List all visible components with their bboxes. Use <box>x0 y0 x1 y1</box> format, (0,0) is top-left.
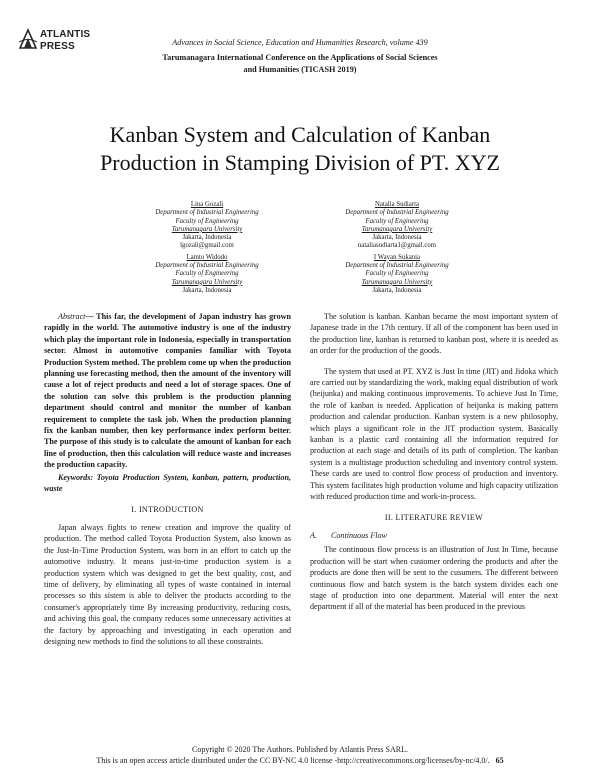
body-paragraph: The continuous flow process is an illustration of Just In Time, because production will be start when customer ordering the products and after the products are done then will be sent to the cusumers. The different between continuous flow and batch system is the batch system divides each one stage of production into one department. Material will enter the next department if all of the material has been produced in the previous <box>310 545 558 612</box>
conference-line-2: and Humanities (TICASH 2019) <box>243 65 357 74</box>
page-footer <box>40 745 560 766</box>
author-university: Tarumanagara University <box>361 225 433 233</box>
author-name: I Wayan Sukania <box>373 253 421 261</box>
author-faculty: Faculty of Engineering <box>365 270 429 278</box>
license-line <box>40 756 560 767</box>
author-dept: Department of Industrial Engineering <box>155 209 259 217</box>
author-name: Natalia Sudiarta <box>375 201 419 208</box>
paper-title <box>40 121 560 177</box>
abstract-text: — This far, the development of Japan industry has grown rapidly in the world. The automotive industry is one of the industry which play the important role in Indonesia, especially in transportation sector. Almost in automotive companies familiar with Toyota Production System method. The problem come up when the production planning use forecasting method, then the amount of the inventory will cause a lot of reject products and need a lot of storage spaces. One of the solution can solve this problem is the production planning department should control and monitor the number of kanban requirement to complete the task job. When the production planning fix the kanban number, then key performance index perform better. The purpose of this study is to calculate the amount of kanban for each line of production, then this calculation will reduce waste and increases the production capacity. <box>44 312 291 470</box>
body-paragraph: The system that used at PT. XYZ is Just In time (JIT) and Jidoka which are carried out by standardizing the work, making equal distribution of work (heijunka) and making continuous improvements. To achieve Just In Time, the role of kanban is needed. Application of heijunka is making pattern production and calendar production. Kanban system is a new philosophy, which plays a significant role in the JIT production system. Basically kanban is a plastic card containing all the information required for production at each stage and details of its path of completion. The kanban system is a multistage production scheduling and inventory control system. These cards are used to control flow process of production and inventory. This system facilitates high production volume and high capacity utilization with reduced production time and work-in-process. <box>310 366 558 502</box>
authors-left <box>138 201 276 295</box>
publisher-logo <box>18 26 108 66</box>
title-line-1: Kanban System and Calculation of Kanban <box>109 122 491 147</box>
logo-line-2: PRESS <box>40 41 75 52</box>
author-faculty: Faculty of Engineering <box>175 217 239 225</box>
author-faculty: Faculty of Engineering <box>175 270 239 278</box>
atlantis-press-logo-icon <box>18 28 38 50</box>
author-faculty: Faculty of Engineering <box>365 217 429 225</box>
section-heading-introduction: I. INTRODUCTION <box>131 504 204 514</box>
page-number: 65 <box>495 755 504 765</box>
section-heading-literature: II. LITERATURE REVIEW <box>384 512 484 522</box>
author-dept: Department of Industrial Engineering <box>345 262 449 270</box>
subsection-heading <box>310 530 558 541</box>
subsection-title: Continuous Flow <box>330 530 387 540</box>
journal-header: Advances in Social Science, Education and Humanities Research, volume 439 <box>172 38 428 47</box>
author-university: Tarumanagara University <box>171 278 243 286</box>
intro-paragraph: Japan always fights to renew creation and improve the quality of production. The method called Toyota Production System, also known as the Just-In-Time Production System, was born in an effort to catch up the automotive industry. It means just-in-time production system is a production system which was designed to get the best quality, cost, and time of delivery, by eliminating all types of waste contained in internal processes so this sistem is able to deliver the products according to the consumer's appropriately time By increasing productivity, reducing costs, and achiving this goal, the company reduces some unnecessary activities at the factory by approaching and investigating in each operation and designing new methods to find the solutions to all these constraints. <box>44 522 291 646</box>
copyright-line: Copyright © 2020 The Authors. Published by Atlantis Press SARL. <box>192 745 408 754</box>
author-name: Lina Gozali <box>190 201 224 208</box>
authors-right <box>328 201 466 295</box>
author-dept: Department of Industrial Engineering <box>155 262 259 270</box>
author-name: Lamto Widodo <box>186 253 228 261</box>
author-university: Tarumanagara University <box>361 278 433 286</box>
abstract-label: Abstract <box>58 312 86 321</box>
author-city: Jakarta, Indonesia <box>182 286 232 294</box>
left-column <box>44 311 291 647</box>
body-paragraph: The solution is kanban. Kanban became the most important system of Japanese trade in the 17th century. If all of the component has been used in the production line, kanban is returned to kanban post, where it is needed as an order for the production of the goods. <box>310 312 558 356</box>
license-text: This is an open access article distributed under the CC BY-NC 4.0 license -http://creativecommons.org/licenses/by-nc/4.0/. <box>96 755 490 765</box>
author-email: nataliasudiarta1@gmail.com <box>357 242 437 250</box>
author-email: lgozali@gmail.com <box>180 242 234 250</box>
right-column <box>310 311 558 613</box>
abstract <box>44 311 291 471</box>
logo-line-1: ATLANTIS <box>40 29 91 40</box>
title-line-2: Production in Stamping Division of PT. XYZ <box>100 150 500 175</box>
keywords: Keywords: Toyota Production System, kanban, pattern, production, waste <box>44 472 291 494</box>
author-university: Tarumanagara University <box>171 225 243 233</box>
subsection-number: A. <box>310 530 317 540</box>
conference-header <box>110 52 490 76</box>
author-dept: Department of Industrial Engineering <box>345 209 449 217</box>
author-city: Jakarta, Indonesia <box>372 286 422 294</box>
author-city: Jakarta, Indonesia <box>182 234 232 242</box>
conference-line-1: Tarumanagara International Conference on the Applications of Social Sciences <box>162 53 438 62</box>
author-city: Jakarta, Indonesia <box>372 234 422 242</box>
